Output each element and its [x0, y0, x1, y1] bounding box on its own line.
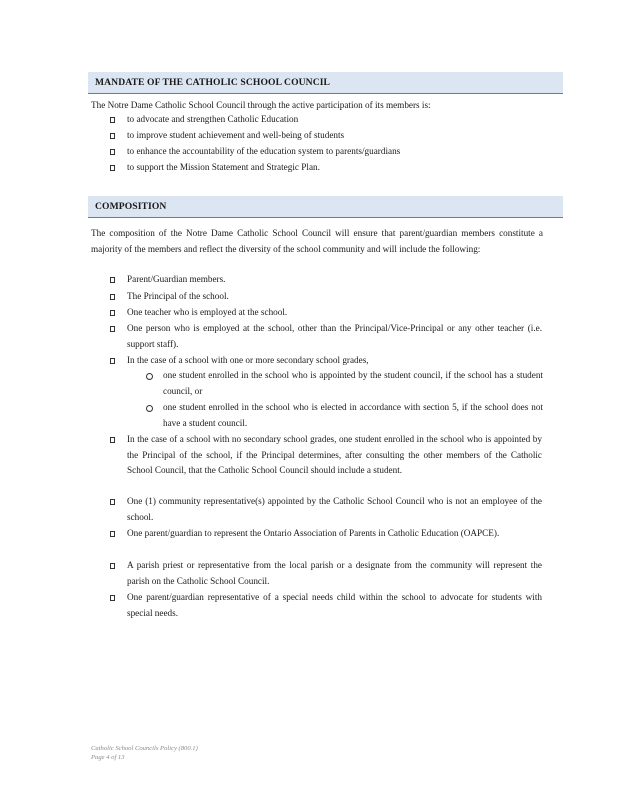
mandate-item-3: to enhance the accountability of the education system to parents/guardians	[127, 146, 401, 156]
composition-item-7: One (1) community representative(s) appointed by the Catholic School Council who is not an employee of the school.	[127, 496, 542, 522]
bullet-icon	[110, 294, 115, 300]
composition-heading-band	[88, 196, 563, 218]
composition-item-1: Parent/Guardian members.	[127, 274, 226, 284]
bullet-icon	[110, 165, 115, 171]
composition-item-8: One parent/guardian to represent the Ontario Association of Parents in Catholic Education (OAPCE).	[127, 528, 500, 538]
mandate-heading: MANDATE OF THE CATHOLIC SCHOOL COUNCIL	[95, 77, 331, 88]
composition-item-2: The Principal of the school.	[127, 291, 229, 301]
mandate-item-2: to improve student achievement and well-being of students	[127, 130, 345, 140]
composition-item-5: In the case of a school with one or more secondary school grades,	[127, 355, 369, 365]
heading-rule	[88, 217, 563, 218]
bullet-icon	[110, 499, 115, 505]
composition-subitem-1: one student enrolled in the school who is appointed by the student council, if the school has a student council, or	[163, 370, 543, 396]
composition-item-4: One person who is employed at the school, other than the Principal/Vice-Principal or any other teacher (i.e. support staff).	[127, 323, 542, 349]
bullet-icon	[110, 437, 115, 443]
bullet-icon	[110, 149, 115, 155]
bullet-icon	[110, 310, 115, 316]
bullet-icon	[110, 358, 115, 364]
composition-item-10: One parent/guardian representative of a special needs child within the school to advocate for students with special needs.	[127, 592, 542, 618]
bullet-icon	[110, 563, 115, 569]
mandate-intro: The Notre Dame Catholic School Council through the active participation of its members is:	[91, 100, 431, 110]
sub-bullet-icon	[146, 373, 153, 380]
mandate-heading-band	[88, 72, 563, 94]
composition-item-9: A parish priest or representative from the local parish or a designate from the community will represent the parish on the Catholic School Council.	[127, 560, 542, 586]
bullet-icon	[110, 117, 115, 123]
mandate-item-1: to advocate and strengthen Catholic Education	[127, 114, 299, 124]
footer-policy: Catholic School Councils Policy (800.1)	[91, 745, 198, 752]
mandate-item-4: to support the Mission Statement and Strategic Plan.	[127, 162, 320, 172]
bullet-icon	[110, 531, 115, 537]
footer-page-number: Page 4 of 13	[91, 754, 125, 761]
bullet-icon	[110, 595, 115, 601]
composition-item-6: In the case of a school with no secondary school grades, one student enrolled in the school who is appointed by the Principal of the school, if the Principal determines, after consulting the other members of the Catholic School Council, that the Catholic School Council should include a student.	[127, 434, 542, 476]
composition-subitem-2: one student enrolled in the school who is elected in accordance with section 5, if the school does not have a student council.	[163, 402, 543, 428]
composition-item-3: One teacher who is employed at the school.	[127, 307, 288, 317]
heading-rule	[88, 93, 563, 94]
composition-intro: The composition of the Notre Dame Catholic School Council will ensure that parent/guardian members constitute a majority of the members and reflect the diversity of the school community and will include the following:	[91, 228, 543, 254]
composition-heading: COMPOSITION	[95, 201, 167, 212]
bullet-icon	[110, 133, 115, 139]
bullet-icon	[110, 277, 115, 283]
bullet-icon	[110, 326, 115, 332]
sub-bullet-icon	[146, 405, 153, 412]
